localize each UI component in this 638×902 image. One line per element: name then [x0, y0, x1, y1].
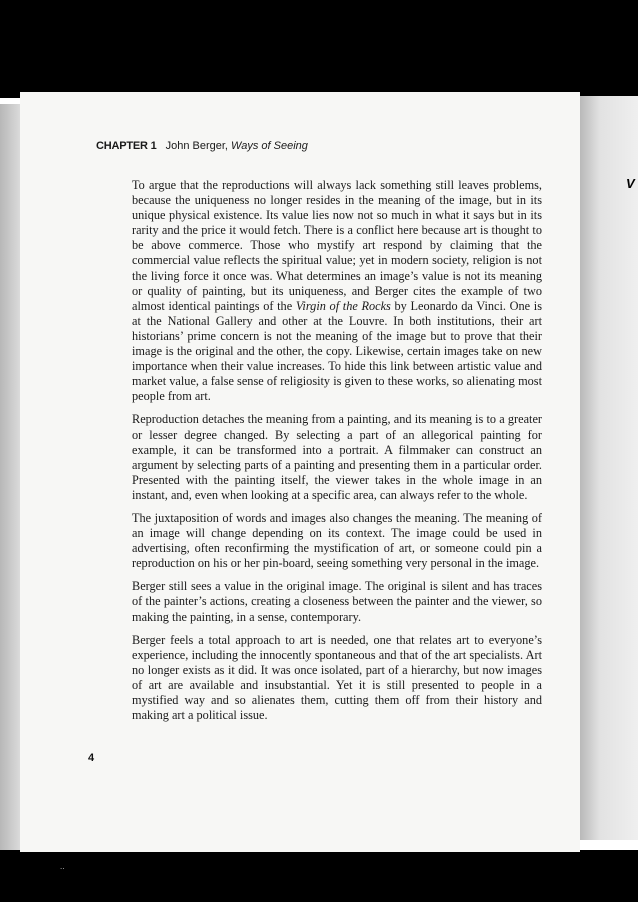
- paragraph-1-italic-title: Virgin of the Rocks: [295, 298, 391, 313]
- paragraph-1-text-b: by Leonardo da Vinci. One is at the National Gallery and other at the Louvre. In both institutions, their art historians’ prime concern is not the meaning of the image but to prove that their image is the original and the other, the copy. Likewise, certain images take on new importance when their value increases. To hide this link between artistic value and market value, a false sense of religiosity is given to these works, so alienating most people from art.: [132, 298, 542, 404]
- facing-page-letter: V: [626, 176, 635, 191]
- bottom-dark-background: [0, 850, 638, 902]
- paragraph-1-text-a: To argue that the reproductions will always lack something still leaves problems, because the uniqueness no longer resides in the meaning of the image, but in its unique physical existence. Its value lies now not so much in what it says but in its rarity and the price it would fetch. There is a conflict here because art is thought to be above commerce. Those who mystify art respond by claiming that the commercial value reflects the spiritual value; yet in modern society, religion is not the living force it once was. What determines an image’s value is not its meaning or quality of painting, but its uniqueness, and Berger cites the example of two almost identical paintings of the: [132, 178, 542, 313]
- top-dark-background: [0, 0, 638, 98]
- page-number: 4: [88, 752, 95, 764]
- bottom-mark: ..: [60, 862, 65, 871]
- chapter-label: CHAPTER 1: [96, 140, 157, 152]
- paragraph-2: Reproduction detaches the meaning from a painting, and its meaning is to a greater or lesser degree changed. By selecting a part of an allegorical painting for example, it can be transformed into a portrait. A filmmaker can construct an argument by selecting parts of a painting and presenting them in a particular order. Presented with the painting itself, the viewer takes in the whole image in an instant, and, even when looking at a specific area, can always refer to the whole.: [132, 412, 542, 502]
- paragraph-1: [132, 178, 542, 404]
- book-title: Ways of Seeing: [231, 140, 308, 152]
- author-name: John Berger,: [165, 140, 228, 152]
- running-header: [96, 140, 308, 152]
- facing-page-edge: [580, 96, 638, 840]
- body-text: [132, 178, 542, 731]
- paragraph-4: Berger still sees a value in the original image. The original is silent and has traces of the painter’s actions, creating a closeness between the painter and the viewer, so making the painting, in a sense, contemporary.: [132, 579, 542, 624]
- paragraph-3: The juxtaposition of words and images also changes the meaning. The meaning of an image will change depending on its context. The image could be used in advertising, often reconfirming the mystification of art, or someone could pin a reproduction on his or her pin-board, seeing something very personal in the image.: [132, 510, 542, 571]
- paragraph-5: Berger feels a total approach to art is needed, one that relates art to everyone’s experience, including the innocently spontaneous and that of the art specialists. Art no longer exists as it did. It was once isolated, part of a hierarchy, but now images of art are available and insubstantial. Yet it is still presented to people in a mystified way and so alienates them, cutting them off from their history and making art a political issue.: [132, 632, 542, 723]
